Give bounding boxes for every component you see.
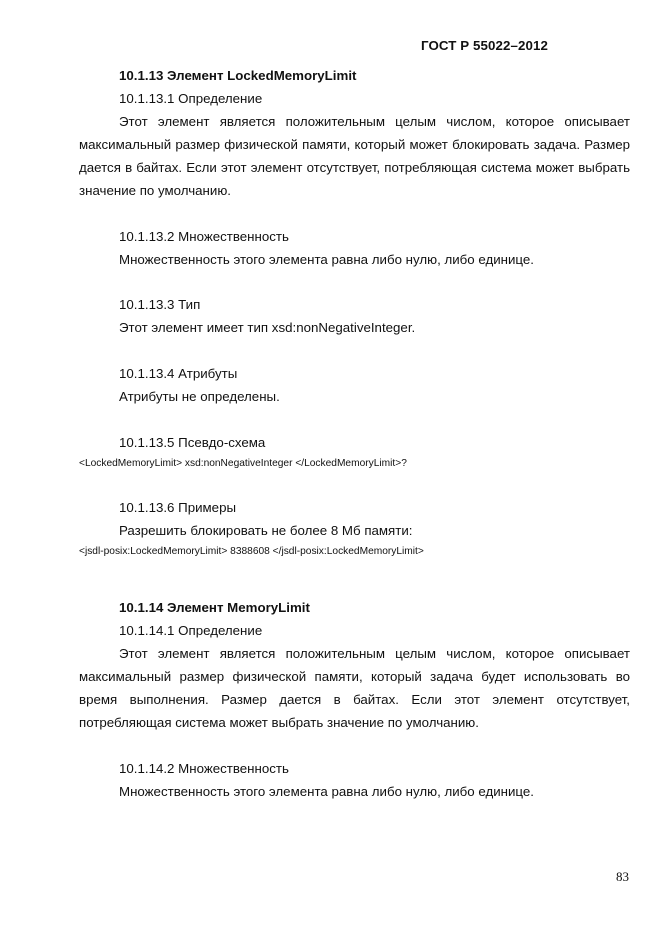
page-number: 83 — [616, 869, 629, 884]
heading-examples: 10.1.13.6 Примеры — [119, 500, 237, 515]
paragraph-multiplicity: Множественность этого элемента равна либо нулю, либо единице. — [119, 252, 534, 267]
section-title-memory-limit: 10.1.14 Элемент MemoryLimit — [119, 600, 310, 615]
paragraph-multiplicity-2: Множественность этого элемента равна либо нулю, либо единице. — [119, 784, 534, 799]
heading-attributes: 10.1.13.4 Атрибуты — [119, 366, 238, 381]
paragraph-definition: Этот элемент является положительным целым числом, которое описывает максимальный размер физической памяти, который может блокировать задача. Размер дается в байтах. Если этот элемент отсутствует, потребляющая система может выбрать значение по умолчанию. — [79, 114, 630, 198]
heading-pseudo-schema: 10.1.13.5 Псевдо-схема — [119, 435, 266, 450]
standard-header: ГОСТ Р 55022–2012 — [420, 38, 548, 53]
heading-definition: 10.1.13.1 Определение — [119, 91, 263, 106]
code-example: <jsdl-posix:LockedMemoryLimit> 8388608 </jsdl-posix:LockedMemoryLimit> — [79, 546, 424, 557]
code-pseudo-schema: <LockedMemoryLimit> xsd:nonNegativeInteger </LockedMemoryLimit>? — [79, 458, 407, 469]
paragraph-type: Этот элемент имеет тип xsd:nonNegativeInteger. — [119, 320, 416, 335]
heading-definition-2: 10.1.14.1 Определение — [119, 623, 263, 638]
paragraph-definition-2: Этот элемент является положительным целым числом, которое описывает максимальный размер физической памяти, который задача будет использовать во время выполнения. Размер дается в байтах. Если этот элемент отсутствует, потребляющая система может выбрать значение по умолчанию. — [79, 646, 630, 730]
heading-multiplicity: 10.1.13.2 Множественность — [119, 229, 289, 244]
paragraph-attributes: Атрибуты не определены. — [119, 389, 280, 404]
heading-multiplicity-2: 10.1.14.2 Множественность — [119, 761, 289, 776]
heading-type: 10.1.13.3 Тип — [119, 297, 201, 312]
paragraph-examples: Разрешить блокировать не более 8 Мб памяти: — [119, 523, 413, 538]
section-title-locked-memory-limit: 10.1.13 Элемент LockedMemoryLimit — [119, 68, 357, 83]
